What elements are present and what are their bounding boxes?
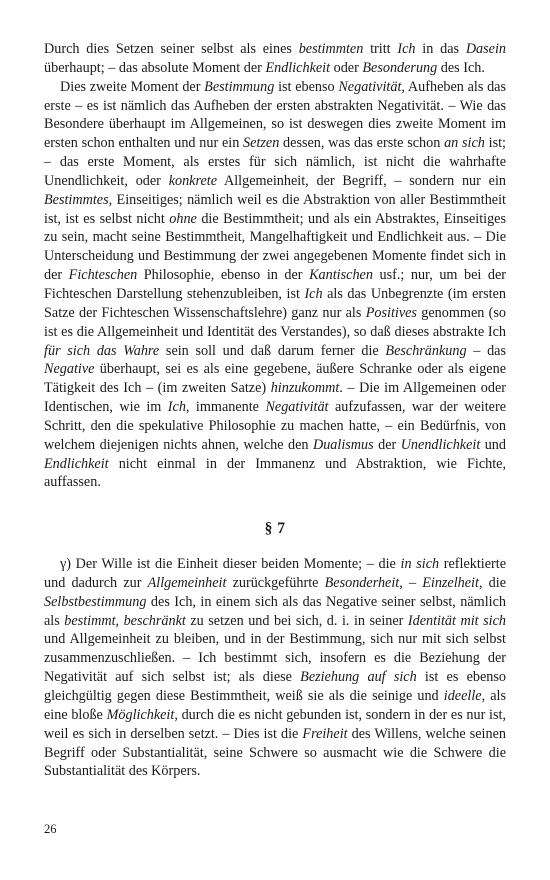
emphasis: Negative — [44, 361, 95, 378]
emphasis: Bestimmung — [204, 78, 275, 95]
text-span: die Bestimmtheit; und als ein Abstraktes, Einseitiges zu sein, macht seine Bestimmtheit, Mangelhaftigkeit und Endlichkeit aus. – Die Unterscheidung und Bestimmung der zwei angegebenen Momente findet sich in der — [44, 210, 506, 284]
text-span: Allgemeinheit, der Begriff, – sondern nur ein — [217, 172, 506, 189]
text-span: , die — [478, 574, 507, 591]
text-span: aufzufassen, war der weitere Schritt, den die spekulative Philosophie zu machen hatte, – ein Bedürfnis, von welchem diejenigen nichts ahnen, welche den — [44, 399, 506, 453]
emphasis: Kantischen — [309, 267, 373, 284]
emphasis: Dasein — [465, 41, 507, 57]
emphasis: Positives — [365, 304, 417, 321]
emphasis: Ich — [304, 285, 323, 302]
page-number: 26 — [44, 822, 57, 836]
emphasis: Endlichkeit — [44, 455, 109, 472]
emphasis: Besonderung — [362, 59, 438, 76]
emphasis: in sich — [400, 556, 440, 573]
emphasis: an sich — [444, 135, 485, 152]
paragraph-1 — [44, 40, 506, 78]
emphasis: Beschränkung — [385, 342, 467, 359]
text-span: sein soll und daß darum ferner die — [159, 342, 386, 359]
emphasis: Setzen — [243, 135, 280, 152]
text-span: zu setzen und bei sich, d. i. in seiner — [185, 612, 408, 629]
text-span: , Einseitiges; nämlich weil es die Abstraktion von aller Bestimmtheit ist, ist es selbst nicht — [44, 191, 506, 227]
emphasis: Allgemeinheit — [147, 574, 227, 591]
text-span: oder — [330, 59, 363, 76]
text-span: und — [480, 436, 506, 453]
emphasis: Möglichkeit — [106, 706, 175, 723]
text-span: γ) Der Wille ist die Einheit dieser beiden Momente; – die — [60, 556, 401, 573]
text-span: Dies zweite Moment der — [60, 78, 205, 95]
text-span: des Ich, in einem sich als das Negative seiner selbst, nämlich als — [44, 593, 506, 629]
text-span: und Allgemeinheit zu bleiben, und in der Bestimmung, sich nur mit sich selbst zusammenzuschließen. – Ich bestimmt sich, insofern es die Beziehung der Negativität auf sich selbst ist; als diese — [44, 631, 506, 686]
text-span: nicht einmal in der Immanenz und Abstraktion, wie Fichte, auffassen. — [44, 455, 506, 491]
emphasis: Negativität — [338, 78, 402, 95]
text-span: , immanente — [185, 399, 266, 416]
text-span: , als eine bloße — [44, 688, 506, 723]
emphasis: konkrete — [168, 172, 217, 189]
text-span: usf.; nur, um bei der Fichteschen Darstellung stehenzubleiben, ist — [44, 267, 506, 302]
text-span: . – Die im Allgemeinen oder Identischen, wie im — [44, 380, 506, 416]
emphasis: Fichteschen — [68, 267, 138, 284]
text-span: des Ich. — [437, 59, 485, 76]
text-span: ist es ebenso gleichgültig gegen diese Bestimmtheit, weiß sie als die seinige und — [44, 669, 506, 704]
paragraph-3 — [44, 555, 506, 781]
emphasis: hinzukommt — [270, 380, 340, 397]
emphasis: für sich das Wahre — [44, 342, 160, 359]
emphasis: Selbstbestimmung — [44, 593, 147, 610]
text-span: als das Unbegrenzte (im ersten Satze der Fichteschen Wissenschaftslehre) ganz nur als — [44, 285, 506, 321]
emphasis: Bestimmtes — [44, 191, 109, 208]
text-span: reflektierte und dadurch zur — [44, 556, 506, 591]
paragraph-2 — [44, 78, 506, 493]
page-body — [44, 40, 506, 781]
emphasis: Endlichkeit — [265, 59, 331, 76]
text-span: genommen (so ist es die Allgemeinheit und Identität des Verstandes), so daß dieses abstrakte Ich — [44, 304, 506, 340]
emphasis: Besonderheit, – Einzelheit — [324, 574, 479, 591]
text-span: , Aufheben als das erste – es ist nämlich das Aufheben der ersten abstrakten Negativität. – Wie das Besondere überhaupt im Allgemeinen, so ist deswegen dies zweite Moment im ersten schon enthalten und nur ein — [44, 78, 506, 152]
emphasis: Beziehung auf sich — [300, 669, 417, 686]
text-span: – das — [466, 342, 506, 359]
emphasis: ohne — [169, 210, 197, 227]
text-span: Durch dies Setzen seiner selbst als eines — [44, 41, 299, 57]
emphasis: Ich — [167, 399, 186, 416]
text-span: der — [373, 436, 401, 453]
emphasis: bestimmten — [298, 41, 364, 57]
text-span: ist; – das erste Moment, als erstes für sich nämlich, ist nicht die wahrhafte Unendlichkeit, oder — [44, 135, 506, 189]
text-span: dessen, was das erste schon — [279, 135, 445, 152]
text-span: in das — [415, 41, 466, 57]
emphasis: Dualismus — [312, 436, 374, 453]
section-heading: § 7 — [264, 520, 286, 538]
text-span: Philosophie, ebenso in der — [137, 267, 310, 284]
emphasis: bestimmt, beschränkt — [64, 612, 186, 629]
text-span: tritt — [363, 41, 398, 57]
emphasis: ideelle — [443, 688, 482, 704]
emphasis: Identität mit sich — [407, 612, 506, 629]
emphasis: Negativität — [265, 399, 329, 416]
emphasis: Freiheit — [302, 725, 348, 742]
emphasis: Ich — [397, 41, 416, 57]
text-span: zurückgeführte — [226, 574, 325, 591]
text-span: überhaupt, sei es als eine gegebene, äußere Schranke oder als eigene Tätigkeit des Ich – (im zweiten Satze) — [44, 361, 506, 397]
text-span: ist ebenso — [274, 78, 339, 95]
text-span: überhaupt; – das absolute Moment der — [44, 59, 266, 76]
text-span: , durch die es nicht gebunden ist, sondern in der es nur ist, weil es sich in derselben setzt. – Dies ist die — [44, 706, 506, 742]
text-span: des Willens, welche seinen Begriff oder Substantialität, seine Schwere so ausmacht wie die Schwere die Substantialität des Körpers. — [44, 725, 506, 780]
emphasis: Unendlichkeit — [400, 436, 481, 453]
